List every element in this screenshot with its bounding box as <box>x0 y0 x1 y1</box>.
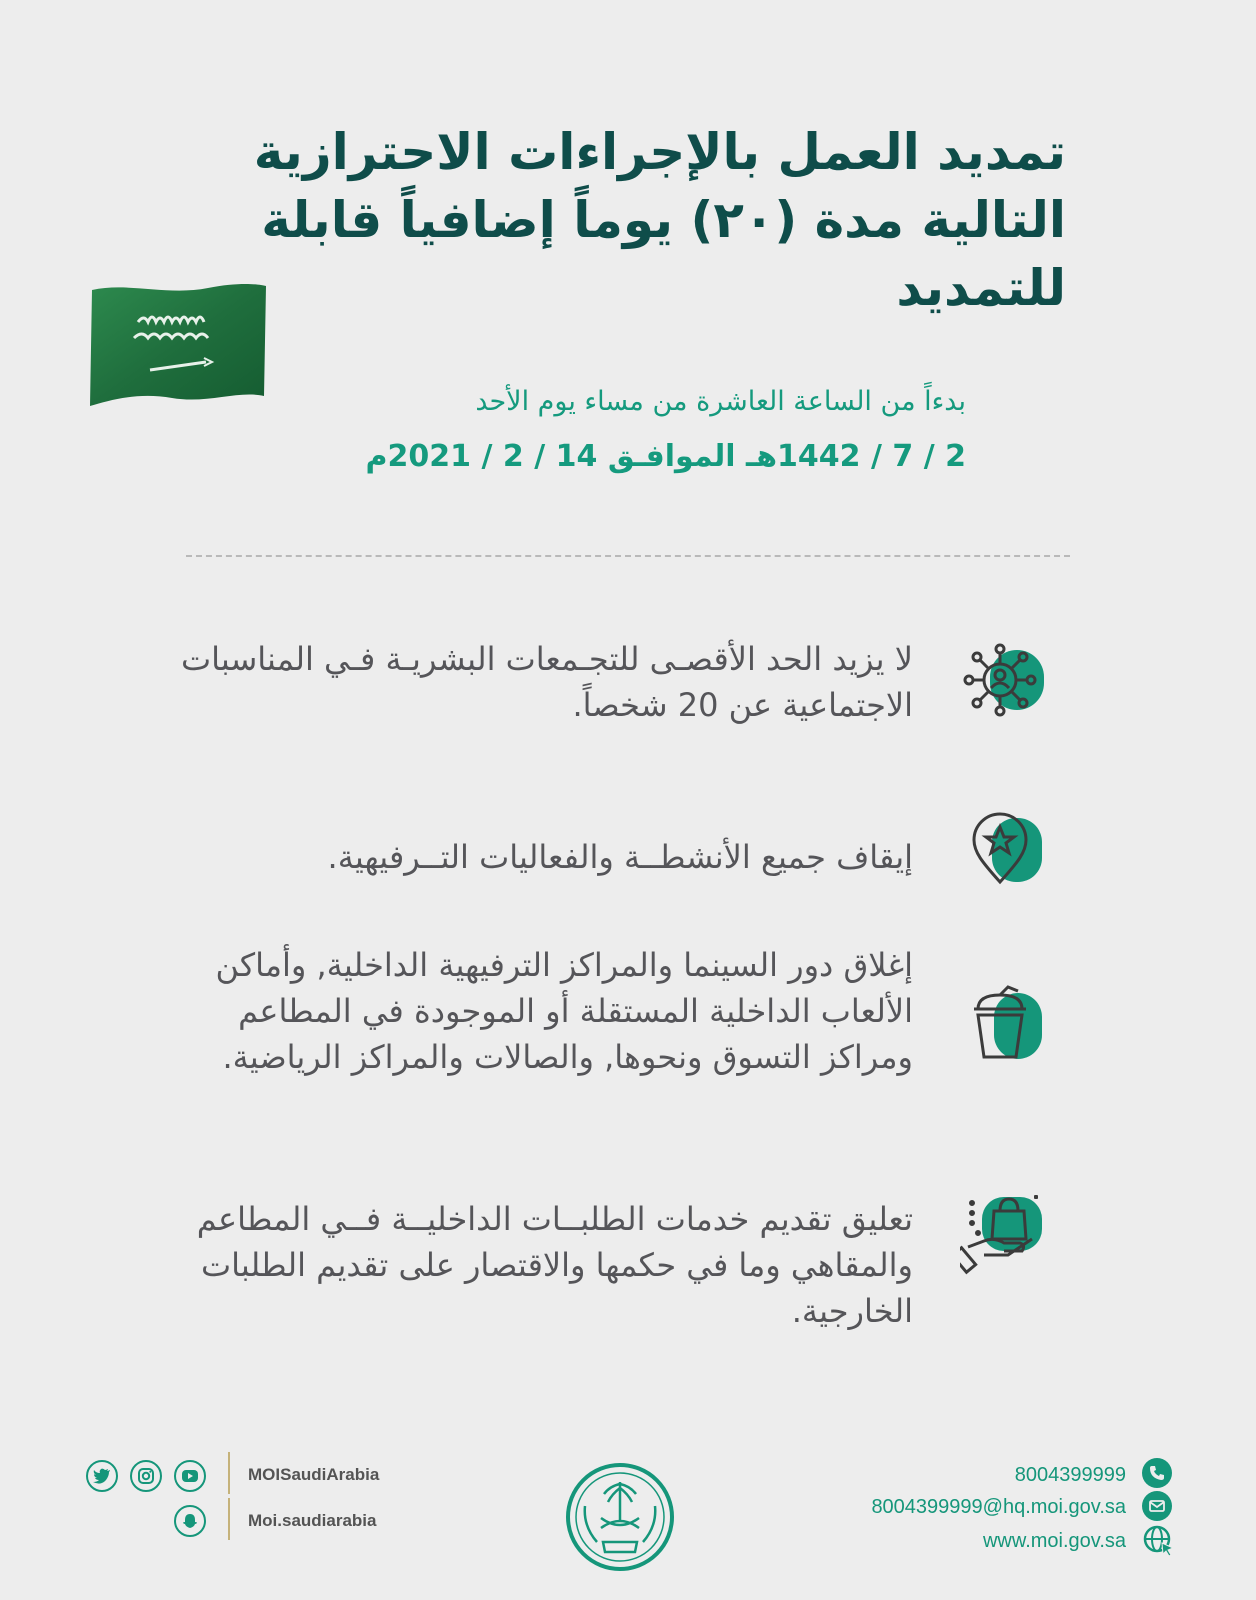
measure-text-closures: إغلاق دور السينما والمراكز الترفيهية الداخلية, وأماكن الألعاب الداخلية المستقلة أو الموجودة في المطاعم ومراكز التسوق ونحوها, والصالات والمراكز الرياضية. <box>215 946 913 1076</box>
globe-cursor-icon[interactable] <box>1142 1524 1176 1558</box>
start-time-text: بدءاً من الساعة العاشرة من مساء يوم الأحد <box>475 386 966 417</box>
location-star-icon <box>960 810 1050 900</box>
measure-text-orders: تعليق تقديم خدمات الطلبــات الداخليــة فــي المطاعم والمقاهي وما في حكمها والاقتصار على تقديم الطلبات الخارجية. <box>196 1200 913 1330</box>
moi-emblem-logo <box>565 1462 675 1572</box>
twitter-icon[interactable] <box>86 1460 118 1492</box>
phone-icon[interactable] <box>1142 1458 1172 1488</box>
section-divider <box>186 555 1070 557</box>
social-handle-snapchat[interactable]: Moi.saudiarabia <box>248 1511 377 1530</box>
measure-text-activities: إيقاف جميع الأنشطــة والفعاليات التــرفيهية. <box>327 838 913 876</box>
contact-email[interactable]: 8004399999@hq.moi.gov.sa <box>871 1496 1126 1518</box>
shopping-bag-hand-icon <box>960 1193 1050 1283</box>
social-separator <box>228 1498 230 1540</box>
start-date-text: 2 / 7 / 1442هـ الموافـق 14 / 2 / 2021م <box>365 439 966 474</box>
page-title: تمديد العمل بالإجراءات الاحترازية التالية مدة (٢٠) يوماً إضافياً قابلة للتمديد <box>253 123 1066 317</box>
people-network-icon <box>960 640 1050 730</box>
mail-icon[interactable] <box>1142 1491 1172 1521</box>
snapchat-icon[interactable] <box>174 1505 206 1537</box>
measure-text-gatherings: لا يزيد الحد الأقصـى للتجـمعات البشريـة فـي المناسبات الاجتماعية عن 20 شخصاً. <box>180 640 913 724</box>
social-separator <box>228 1452 230 1494</box>
instagram-icon[interactable] <box>130 1460 162 1492</box>
drink-cup-icon <box>960 985 1050 1075</box>
contact-phone[interactable]: 8004399999 <box>1014 1464 1126 1486</box>
contact-website[interactable]: www.moi.gov.sa <box>982 1530 1126 1552</box>
saudi-flag-icon <box>88 282 270 412</box>
youtube-icon[interactable] <box>174 1460 206 1492</box>
social-handle-main[interactable]: MOISaudiArabia <box>248 1465 380 1484</box>
